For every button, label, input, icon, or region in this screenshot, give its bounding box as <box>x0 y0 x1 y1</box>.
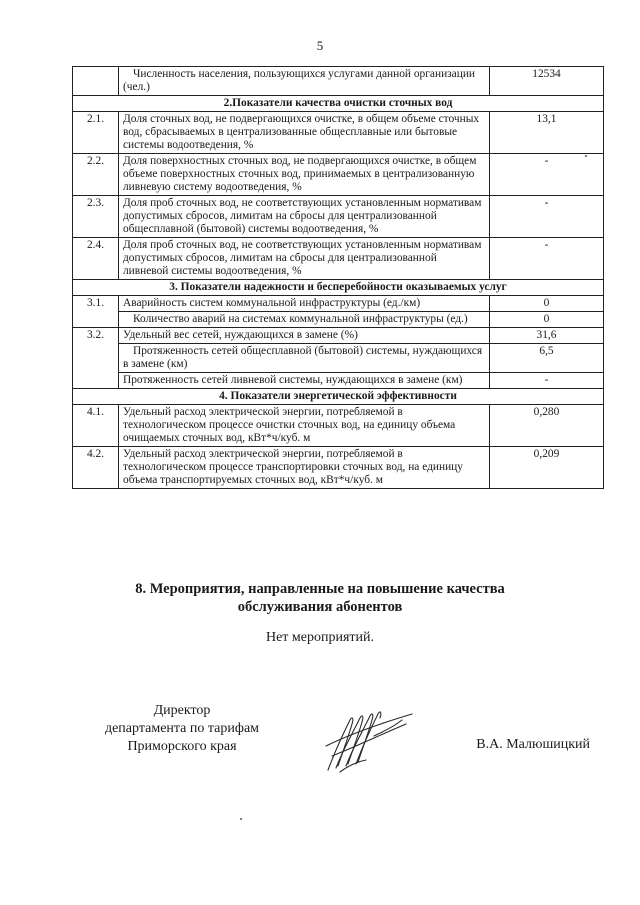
indicator-description: Протяженность сетей ливневой системы, нуждающихся в замене (км) <box>119 373 490 389</box>
row-number: 3.1. <box>73 296 119 328</box>
signer-title-line: Приморского края <box>127 739 237 754</box>
signer-title <box>62 702 302 756</box>
indicator-description: Удельный расход электрической энергии, потребляемой в технологическом процессе транспортировки сточных вод, на единицу объема транспортируемых сточных вод, кВт*ч/куб. м <box>119 447 490 489</box>
section-2-heading: 2.Показатели качества очистки сточных вод <box>73 96 604 112</box>
signer-title-line: департамента по тарифам <box>104 721 260 736</box>
table-row <box>73 373 604 389</box>
row-number: 2.4. <box>73 238 119 280</box>
indicator-value: 31,6 <box>490 328 604 344</box>
page-number: 5 <box>316 38 324 53</box>
row-number: 2.2. <box>73 154 119 196</box>
indicator-description: Аварийность систем коммунальной инфраструктуры (ед./км) <box>119 296 490 312</box>
indicator-value: - <box>490 196 604 238</box>
table-row <box>73 67 604 96</box>
handwritten-signature <box>322 706 418 778</box>
no-measures-text: Нет мероприятий. <box>265 630 375 645</box>
row-number <box>73 67 119 96</box>
section-row <box>73 96 604 112</box>
indicator-value: - <box>490 154 604 196</box>
row-number: 2.3. <box>73 196 119 238</box>
row-number: 4.2. <box>73 447 119 489</box>
section-row <box>73 389 604 405</box>
signer-name: В.А. Малюшицкий <box>476 737 590 752</box>
indicator-value: 0 <box>490 296 604 312</box>
indicator-description: Протяженность сетей общесплавной (бытовой) системы, нуждающихся в замене (км) <box>119 344 490 373</box>
indicator-value: 12534 <box>490 67 604 96</box>
section-8-heading-line: 8. Мероприятия, направленные на повышение качества <box>135 581 505 597</box>
scan-speck <box>240 818 242 820</box>
table-row <box>73 196 604 238</box>
table-row <box>73 405 604 447</box>
indicator-description: Доля проб сточных вод, не соответствующих установленным нормативам допустимых сбросов, лимитам на сбросы для централизованной ливневой системы водоотведения, % <box>119 238 490 280</box>
indicator-value: 0 <box>490 312 604 328</box>
indicator-description: Численность населения, пользующихся услугами данной организации (чел.) <box>119 67 490 96</box>
scan-speck <box>585 155 587 157</box>
indicator-description: Доля сточных вод, не подвергающихся очистке, в общем объеме сточных вод, сбрасываемых в централизованные общесплавные или бытовые системы водоотведения, % <box>119 112 490 154</box>
signer-title-line: Директор <box>153 703 211 718</box>
section-row <box>73 280 604 296</box>
indicator-value: 0,209 <box>490 447 604 489</box>
section-3-heading: 3. Показатели надежности и бесперебойности оказываемых услуг <box>73 280 604 296</box>
section-8-heading <box>0 580 640 616</box>
section-8-heading-line: обслуживания абонентов <box>237 599 403 615</box>
indicator-value: - <box>490 373 604 389</box>
indicators-table <box>72 66 604 489</box>
table-row <box>73 154 604 196</box>
indicator-description: Доля поверхностных сточных вод, не подвергающихся очистке, в общем объеме поверхностных сточных вод, принимаемых в централизованную ливневую систему водоотведения, % <box>119 154 490 196</box>
indicator-value: - <box>490 238 604 280</box>
row-number: 3.2. <box>73 328 119 389</box>
table-row <box>73 238 604 280</box>
row-number: 2.1. <box>73 112 119 154</box>
row-number: 4.1. <box>73 405 119 447</box>
indicator-value: 0,280 <box>490 405 604 447</box>
indicator-value: 6,5 <box>490 344 604 373</box>
table-row <box>73 328 604 344</box>
table-row <box>73 312 604 328</box>
table-row <box>73 296 604 312</box>
table-row <box>73 112 604 154</box>
indicator-description: Удельный расход электрической энергии, потребляемой в технологическом процессе очистки сточных вод, на единицу объема очищаемых сточных вод, кВт*ч/куб. м <box>119 405 490 447</box>
section-4-heading: 4. Показатели энергетической эффективности <box>73 389 604 405</box>
indicator-description: Удельный вес сетей, нуждающихся в замене (%) <box>119 328 490 344</box>
table-row <box>73 447 604 489</box>
table-row <box>73 344 604 373</box>
indicator-value: 13,1 <box>490 112 604 154</box>
indicator-description: Количество аварий на системах коммунальной инфраструктуры (ед.) <box>119 312 490 328</box>
indicator-description: Доля проб сточных вод, не соответствующих установленным нормативам допустимых сбросов, лимитам на сбросы для централизованной общесплавной (бытовой) системы водоотведения, % <box>119 196 490 238</box>
